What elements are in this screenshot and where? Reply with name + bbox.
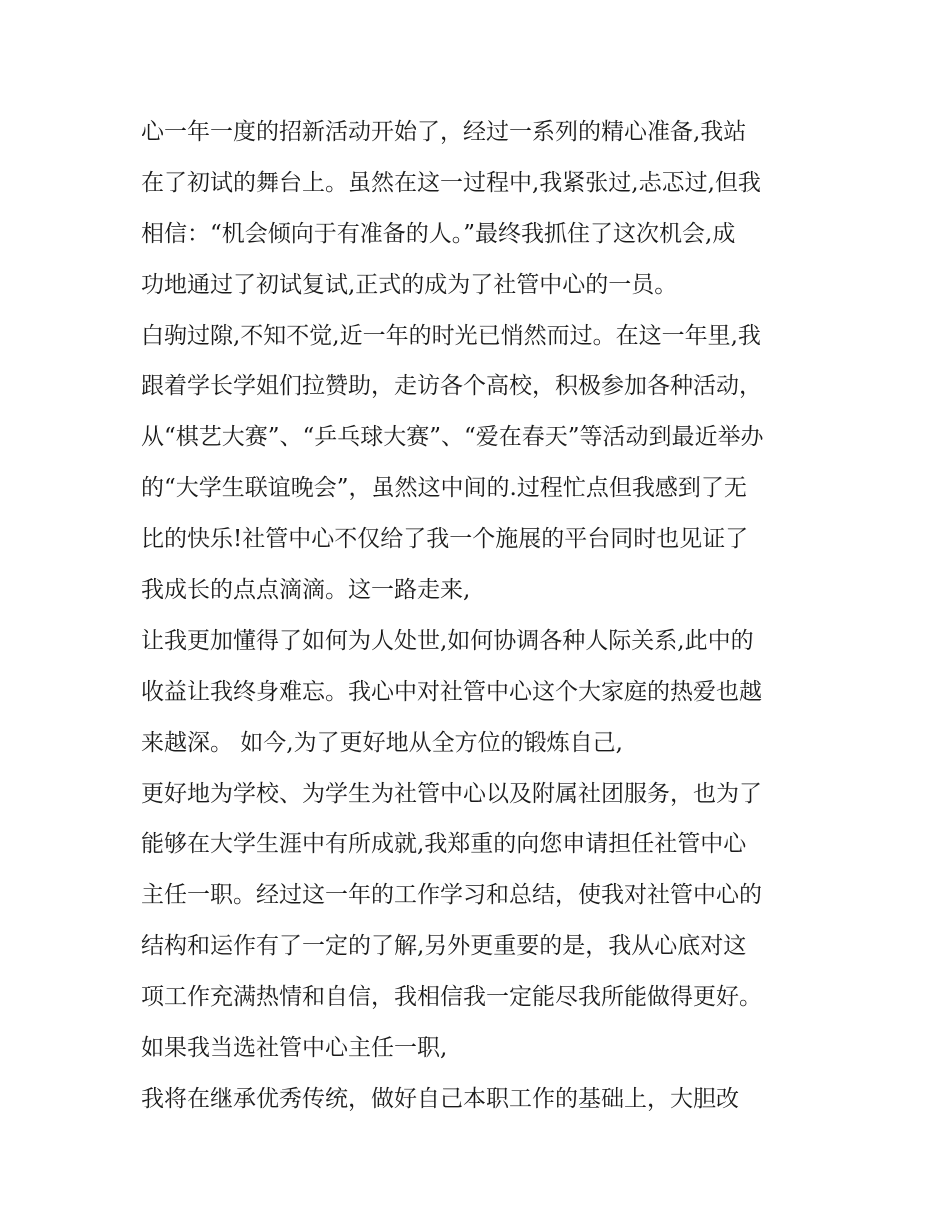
text-line: 能够在大学生涯中有所成就,我郑重的向您申请担任社管中心 xyxy=(141,831,747,858)
text-line: 项工作充满热情和自信，我相信我一定能尽我所能做得更好。 xyxy=(141,984,762,1011)
text-line: 相信：“机会倾向于有准备的人。”最终我抓住了这次机会,成 xyxy=(141,220,736,247)
text-line: 比的快乐!社管中心不仅给了我一个施展的平台同时也见证了 xyxy=(141,526,749,553)
text-line: 跟着学长学姐们拉赞助，走访各个高校，积极参加各种活动， xyxy=(141,373,762,400)
text-line: 主任一职。经过这一年的工作学习和总结，使我对社管中心的 xyxy=(141,882,762,909)
text-line: 我成长的点点滴滴。这一路走来, xyxy=(141,577,471,604)
text-line: 更好地为学校、为学生为社管中心以及附属社团服务，也为了 xyxy=(141,780,762,807)
text-line: 白驹过隙,不知不觉,近一年的时光已悄然而过。在这一年里,我 xyxy=(141,322,761,349)
text-line: 在了初试的舞台上。虽然在这一过程中,我紧张过,忐忑过,但我 xyxy=(141,169,761,196)
text-line: 的“大学生联谊晚会”，虽然这中间的.过程忙点但我感到了无 xyxy=(141,475,747,502)
text-line: 来越深。 如今,为了更好地从全方位的锻炼自己, xyxy=(141,729,623,756)
text-line: 从“棋艺大赛”、“乒乓球大赛”、“爱在春天”等活动到最近举办 xyxy=(141,424,764,451)
body-text xyxy=(141,107,821,1125)
text-line: 如果我当选社管中心主任一职, xyxy=(141,1035,448,1062)
text-line: 结构和运作有了一定的了解,另外更重要的是，我从心底对这 xyxy=(141,933,747,960)
text-line: 功地通过了初试复试,正式的成为了社管中心的一员。 xyxy=(141,271,678,298)
text-line: 让我更加懂得了如何为人处世,如何协调各种人际关系,此中的 xyxy=(141,627,754,654)
text-line: 心一年一度的招新活动开始了，经过一系列的精心准备,我站 xyxy=(141,119,747,145)
text-line: 我将在继承优秀传统，做好自己本职工作的基础上，大胆改 xyxy=(141,1085,739,1112)
text-line: 收益让我终身难忘。我心中对社管中心这个大家庭的热爱也越 xyxy=(141,678,762,705)
